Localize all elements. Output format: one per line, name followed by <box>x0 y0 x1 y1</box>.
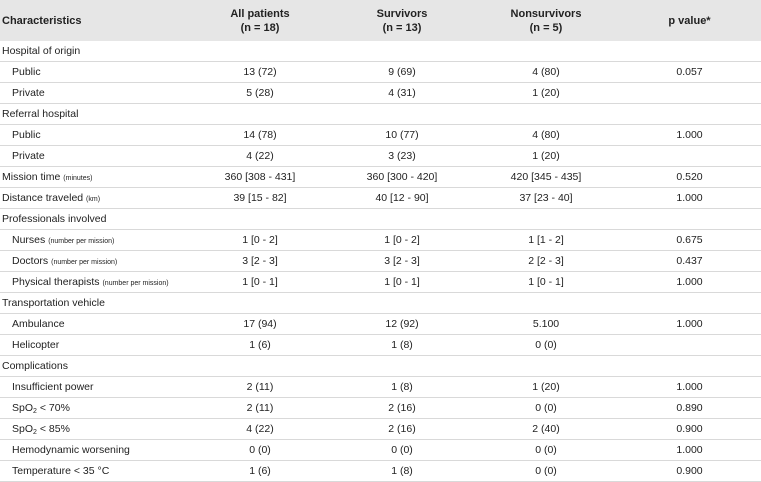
cell-nonsurv: 2 [2 - 3] <box>474 251 618 272</box>
cell-all <box>190 293 330 314</box>
cell-all: 2 (11) <box>190 377 330 398</box>
cell-surv: 1 [0 - 2] <box>330 230 474 251</box>
table-row <box>0 377 761 398</box>
row-label: Public <box>0 125 190 146</box>
cell-nonsurv <box>474 293 618 314</box>
header-survivors: Survivors (n = 13) <box>376 7 428 34</box>
cell-nonsurv <box>474 104 618 125</box>
cell-surv: 1 (8) <box>330 461 474 482</box>
cell-all <box>190 41 330 62</box>
cell-all: 13 (72) <box>190 62 330 83</box>
cell-all: 5 (28) <box>190 83 330 104</box>
table-row <box>0 461 761 482</box>
section-row <box>0 209 761 230</box>
cell-nonsurv <box>474 356 618 377</box>
header-nonsurvivors: Nonsurvivors (n = 5) <box>510 7 582 34</box>
cell-nonsurv <box>474 209 618 230</box>
cell-all: 4 (22) <box>190 419 330 440</box>
header-p-value: p value* <box>668 14 711 27</box>
cell-p <box>618 146 761 167</box>
cell-surv: 40 [12 - 90] <box>330 188 474 209</box>
table-row <box>0 314 761 335</box>
cell-surv: 4 (31) <box>330 83 474 104</box>
row-label: Transportation vehicle <box>0 293 190 314</box>
cell-surv <box>330 104 474 125</box>
unit-label: (number per mission) <box>51 259 118 266</box>
cell-all: 0 (0) <box>190 440 330 461</box>
row-label: Mission time (minutes) <box>0 167 190 188</box>
cell-p <box>618 293 761 314</box>
table-row <box>0 272 761 293</box>
cell-nonsurv: 4 (80) <box>474 62 618 83</box>
cell-p: 0.437 <box>618 251 761 272</box>
cell-all <box>190 104 330 125</box>
cell-surv <box>330 41 474 62</box>
cell-surv: 0 (0) <box>330 440 474 461</box>
cell-surv: 2 (16) <box>330 419 474 440</box>
cell-nonsurv: 1 [0 - 1] <box>474 272 618 293</box>
table-row <box>0 167 761 188</box>
header-row <box>0 0 761 41</box>
row-label: Ambulance <box>0 314 190 335</box>
cell-nonsurv: 420 [345 - 435] <box>474 167 618 188</box>
cell-p <box>618 41 761 62</box>
cell-nonsurv: 1 (20) <box>474 377 618 398</box>
cell-p: 0.890 <box>618 398 761 419</box>
row-label: Private <box>0 146 190 167</box>
cell-all <box>190 209 330 230</box>
section-row <box>0 293 761 314</box>
cell-all <box>190 356 330 377</box>
cell-nonsurv: 0 (0) <box>474 335 618 356</box>
cell-p: 0.520 <box>618 167 761 188</box>
cell-all: 4 (22) <box>190 146 330 167</box>
cell-all: 1 (6) <box>190 335 330 356</box>
cell-p: 1.000 <box>618 314 761 335</box>
cell-nonsurv: 4 (80) <box>474 125 618 146</box>
cell-all: 1 [0 - 1] <box>190 272 330 293</box>
row-label: Helicopter <box>0 335 190 356</box>
cell-nonsurv: 1 (20) <box>474 83 618 104</box>
cell-surv: 3 (23) <box>330 146 474 167</box>
row-label: Doctors (number per mission) <box>0 251 190 272</box>
cell-nonsurv: 0 (0) <box>474 398 618 419</box>
row-label: Private <box>0 83 190 104</box>
table-row <box>0 62 761 83</box>
unit-label: (number per mission) <box>48 238 115 245</box>
cell-nonsurv: 0 (0) <box>474 440 618 461</box>
section-row <box>0 356 761 377</box>
cell-nonsurv: 1 [1 - 2] <box>474 230 618 251</box>
section-row <box>0 104 761 125</box>
cell-all: 2 (11) <box>190 398 330 419</box>
cell-p: 1.000 <box>618 272 761 293</box>
header-characteristics: Characteristics <box>2 14 82 27</box>
table-row <box>0 188 761 209</box>
cell-surv: 10 (77) <box>330 125 474 146</box>
cell-surv: 360 [300 - 420] <box>330 167 474 188</box>
cell-nonsurv: 5.100 <box>474 314 618 335</box>
cell-all: 17 (94) <box>190 314 330 335</box>
table-row <box>0 125 761 146</box>
row-label: Distance traveled (km) <box>0 188 190 209</box>
cell-p <box>618 83 761 104</box>
cell-nonsurv: 2 (40) <box>474 419 618 440</box>
cell-all: 3 [2 - 3] <box>190 251 330 272</box>
cell-p <box>618 104 761 125</box>
table-row <box>0 83 761 104</box>
row-label: Nurses (number per mission) <box>0 230 190 251</box>
row-label: SpO2 < 70% <box>0 398 190 419</box>
cell-p: 0.900 <box>618 419 761 440</box>
cell-p: 1.000 <box>618 377 761 398</box>
cell-p <box>618 356 761 377</box>
section-row <box>0 41 761 62</box>
table-row <box>0 230 761 251</box>
cell-surv: 1 (8) <box>330 335 474 356</box>
cell-all: 14 (78) <box>190 125 330 146</box>
row-label: Temperature < 35 °C <box>0 461 190 482</box>
table-row <box>0 335 761 356</box>
row-label: Complications <box>0 356 190 377</box>
unit-label: (km) <box>86 196 101 203</box>
row-label: SpO2 < 85% <box>0 419 190 440</box>
table-row <box>0 146 761 167</box>
cell-surv: 3 [2 - 3] <box>330 251 474 272</box>
cell-surv: 12 (92) <box>330 314 474 335</box>
cell-p: 1.000 <box>618 125 761 146</box>
cell-surv: 2 (16) <box>330 398 474 419</box>
cell-nonsurv: 0 (0) <box>474 461 618 482</box>
cell-surv: 1 [0 - 1] <box>330 272 474 293</box>
row-label: Professionals involved <box>0 209 190 230</box>
cell-surv <box>330 293 474 314</box>
cell-p: 1.000 <box>618 440 761 461</box>
unit-label: (minutes) <box>63 175 93 182</box>
cell-nonsurv: 37 [23 - 40] <box>474 188 618 209</box>
table-row <box>0 398 761 419</box>
row-label: Hospital of origin <box>0 41 190 62</box>
row-label: Public <box>0 62 190 83</box>
cell-all: 1 [0 - 2] <box>190 230 330 251</box>
cell-all: 360 [308 - 431] <box>190 167 330 188</box>
table-row <box>0 440 761 461</box>
cell-nonsurv: 1 (20) <box>474 146 618 167</box>
cell-surv <box>330 356 474 377</box>
cell-all: 1 (6) <box>190 461 330 482</box>
row-label: Physical therapists (number per mission) <box>0 272 190 293</box>
table-row <box>0 419 761 440</box>
cell-p: 0.900 <box>618 461 761 482</box>
cell-surv <box>330 209 474 230</box>
row-label: Referral hospital <box>0 104 190 125</box>
table-row <box>0 251 761 272</box>
header-all-patients: All patients (n = 18) <box>230 7 290 34</box>
cell-p <box>618 209 761 230</box>
row-label: Hemodynamic worsening <box>0 440 190 461</box>
unit-label: (number per mission) <box>102 280 169 287</box>
cell-p: 1.000 <box>618 188 761 209</box>
cell-p: 0.057 <box>618 62 761 83</box>
cell-surv: 1 (8) <box>330 377 474 398</box>
cell-surv: 9 (69) <box>330 62 474 83</box>
row-label: Insufficient power <box>0 377 190 398</box>
cell-nonsurv <box>474 41 618 62</box>
cell-p: 0.675 <box>618 230 761 251</box>
cell-p <box>618 335 761 356</box>
cell-all: 39 [15 - 82] <box>190 188 330 209</box>
